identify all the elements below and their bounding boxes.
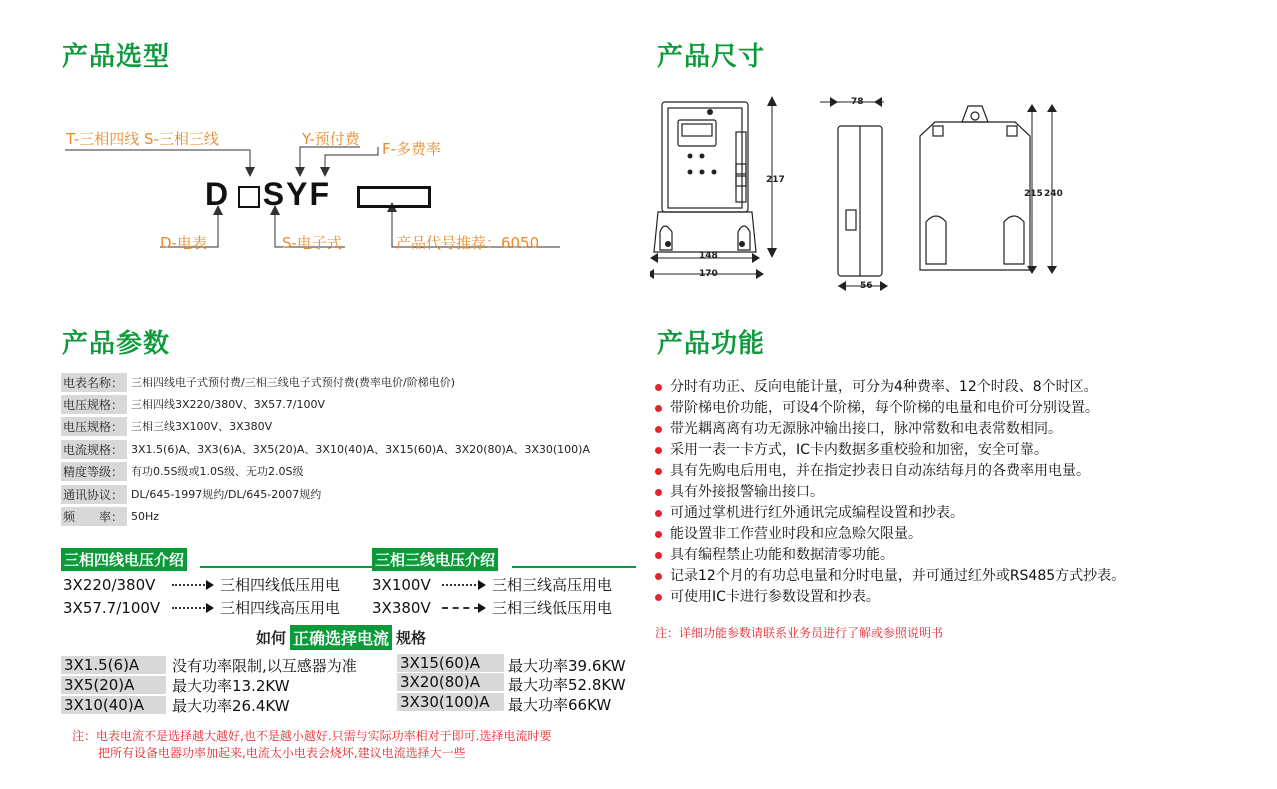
current-note-line1: 注：电表电流不是选择越大越好,也不是越小越好.只需与实际功率相对于即可.选择电流时要 — [72, 729, 552, 743]
voltage-row — [372, 597, 612, 618]
current-title-highlight: 正确选择电流 — [290, 625, 392, 650]
current-title — [256, 625, 426, 650]
multi-rate-label: F-多费率 — [382, 140, 442, 158]
bullet-icon — [655, 531, 662, 538]
param-row — [61, 440, 590, 458]
param-row — [61, 485, 321, 503]
dim-240: 240 — [1044, 189, 1063, 199]
param-label: 电压规格： — [61, 417, 127, 436]
function-text: 具有编程禁止功能和数据清零功能。 — [670, 547, 894, 563]
bullet-icon — [655, 426, 662, 433]
param-value: 三相三线3X100V、3X380V — [131, 420, 273, 433]
param-value: DL/645-1997规约/DL/645-2007规约 — [131, 488, 322, 501]
current-desc: 最大功率52.8KW — [508, 676, 626, 694]
dim-78: 78 — [851, 97, 864, 107]
bullet-icon — [655, 405, 662, 412]
voltage-row — [372, 574, 612, 595]
function-item — [655, 587, 1125, 608]
current-spec: 3X5(20)A — [61, 676, 166, 694]
meter-label: D-电表 — [160, 234, 207, 252]
function-text: 带光耦离离有功无源脉冲输出接口，脉冲常数和电表常数相同。 — [670, 421, 1062, 437]
current-desc: 最大功率39.6KW — [508, 657, 626, 675]
dimension-drawing — [650, 92, 1080, 297]
arrow-icon — [442, 603, 486, 613]
function-text: 采用一表一卡方式，IC卡内数据多重校验和加密，安全可靠。 — [670, 442, 1048, 458]
function-text: 分时有功正、反向电能计量，可分为4种费率、12个时段、8个时区。 — [670, 379, 1098, 395]
param-label: 精度等级： — [61, 462, 127, 481]
current-spec: 3X20(80)A — [397, 673, 504, 691]
dim-215: 215 — [1024, 189, 1043, 199]
bullet-icon — [655, 447, 662, 454]
current-desc: 没有功率限制,以互感器为准 — [172, 657, 357, 675]
voltage-spec: 3X57.7/100V — [63, 598, 161, 617]
param-value: 50Hz — [131, 509, 160, 523]
electronic-label: S-电子式 — [282, 234, 342, 252]
function-item — [655, 545, 1125, 566]
function-item — [655, 440, 1125, 461]
param-value: 3X1.5(6)A、3X3(6)A、3X5(20)A、3X10(40)A、3X15(60)A、3X20(80)A、3X30(100)A — [131, 443, 590, 456]
product-code-label: 产品代号推荐：6050 — [396, 234, 540, 252]
current-title-suffix: 规格 — [396, 629, 427, 647]
three-wire-bar — [512, 566, 636, 568]
param-label: 频 率： — [61, 507, 127, 526]
bullet-icon — [655, 552, 662, 559]
param-label: 电压规格： — [61, 395, 127, 414]
function-title: 产品功能 — [657, 329, 766, 359]
voltage-desc: 三相四线高压用电 — [220, 599, 341, 617]
param-label: 电表名称： — [61, 373, 127, 392]
voltage-spec: 3X100V — [372, 575, 431, 594]
param-row — [61, 417, 272, 435]
function-text: 可使用IC卡进行参数设置和抄表。 — [670, 589, 880, 605]
bullet-icon — [655, 384, 662, 391]
dim-170: 170 — [699, 269, 718, 279]
function-item — [655, 461, 1125, 482]
function-text: 可通过掌机进行红外通讯完成编程设置和抄表。 — [670, 505, 964, 521]
param-row — [61, 462, 303, 480]
dim-148: 148 — [699, 251, 718, 261]
function-item — [655, 503, 1125, 524]
arrow-icon — [442, 580, 486, 590]
voltage-desc: 三相三线高压用电 — [492, 576, 613, 594]
current-desc: 最大功率26.4KW — [172, 697, 290, 715]
param-value: 有功0.5S级或1.0S级、无功2.0S级 — [131, 465, 304, 478]
dim-56: 56 — [860, 281, 873, 291]
arrow-icon — [172, 580, 214, 590]
three-wire-tag: 三相三线电压介绍 — [372, 548, 498, 571]
model-type-label: T-三相四线 S-三相三线 — [66, 130, 219, 148]
function-note: 注：详细功能参数请联系业务员进行了解或参照说明书 — [655, 626, 944, 640]
function-text: 能设置非工作营业时段和应急赊欠限量。 — [670, 526, 922, 542]
bullet-icon — [655, 510, 662, 517]
current-spec: 3X15(60)A — [397, 654, 504, 672]
dim-217: 217 — [766, 175, 785, 185]
dimension-title: 产品尺寸 — [657, 42, 766, 72]
param-value: 三相四线电子式预付费/三相三线电子式预付费(费率电价/阶梯电价) — [131, 376, 456, 389]
param-row — [61, 395, 325, 413]
product-code-placeholder — [357, 186, 431, 208]
current-note-line2: 把所有设备电器功率加起来,电流太小电表会烧坏,建议电流选择大一些 — [98, 746, 466, 760]
params-title: 产品参数 — [62, 329, 171, 359]
current-spec: 3X10(40)A — [61, 696, 166, 714]
function-item — [655, 482, 1125, 503]
bullet-icon — [655, 594, 662, 601]
model-type-placeholder — [238, 186, 260, 208]
current-desc: 最大功率13.2KW — [172, 677, 290, 695]
param-row — [61, 507, 159, 525]
param-value: 三相四线3X220/380V、3X57.7/100V — [131, 398, 326, 411]
function-text: 带阶梯电价功能，可设4个阶梯，每个阶梯的电量和电价可分别设置。 — [670, 400, 1099, 416]
current-spec: 3X30(100)A — [397, 693, 504, 711]
arrow-icon — [172, 603, 214, 613]
function-text: 记录12个月的有功总电量和分时电量，并可通过红外或RS485方式抄表。 — [670, 568, 1126, 584]
function-text: 具有先购电后用电，并在指定抄表日自动冻结每月的各费率用电量。 — [670, 463, 1090, 479]
function-list — [655, 377, 1125, 608]
bullet-icon — [655, 489, 662, 496]
function-item — [655, 377, 1125, 398]
model-code: D SYF — [205, 176, 332, 212]
current-title-prefix: 如何 — [256, 629, 287, 647]
voltage-desc: 三相三线低压用电 — [492, 599, 613, 617]
bullet-icon — [655, 573, 662, 580]
voltage-desc: 三相四线低压用电 — [220, 576, 341, 594]
prepaid-label: Y-预付费 — [302, 130, 360, 148]
param-row — [61, 373, 455, 391]
four-wire-bar — [200, 566, 372, 568]
function-item — [655, 419, 1125, 440]
selection-title: 产品选型 — [62, 42, 171, 72]
function-item — [655, 524, 1125, 545]
param-label: 电流规格： — [61, 440, 127, 459]
four-wire-tag: 三相四线电压介绍 — [61, 548, 187, 571]
param-label: 通讯协议： — [61, 485, 127, 504]
function-item — [655, 566, 1125, 587]
voltage-row — [63, 597, 340, 618]
function-text: 具有外接报警输出接口。 — [670, 484, 824, 500]
current-desc: 最大功率66KW — [508, 696, 612, 714]
voltage-spec: 3X380V — [372, 598, 431, 617]
voltage-row — [63, 574, 340, 595]
function-item — [655, 398, 1125, 419]
current-spec: 3X1.5(6)A — [61, 656, 166, 674]
bullet-icon — [655, 468, 662, 475]
voltage-spec: 3X220/380V — [63, 575, 156, 594]
